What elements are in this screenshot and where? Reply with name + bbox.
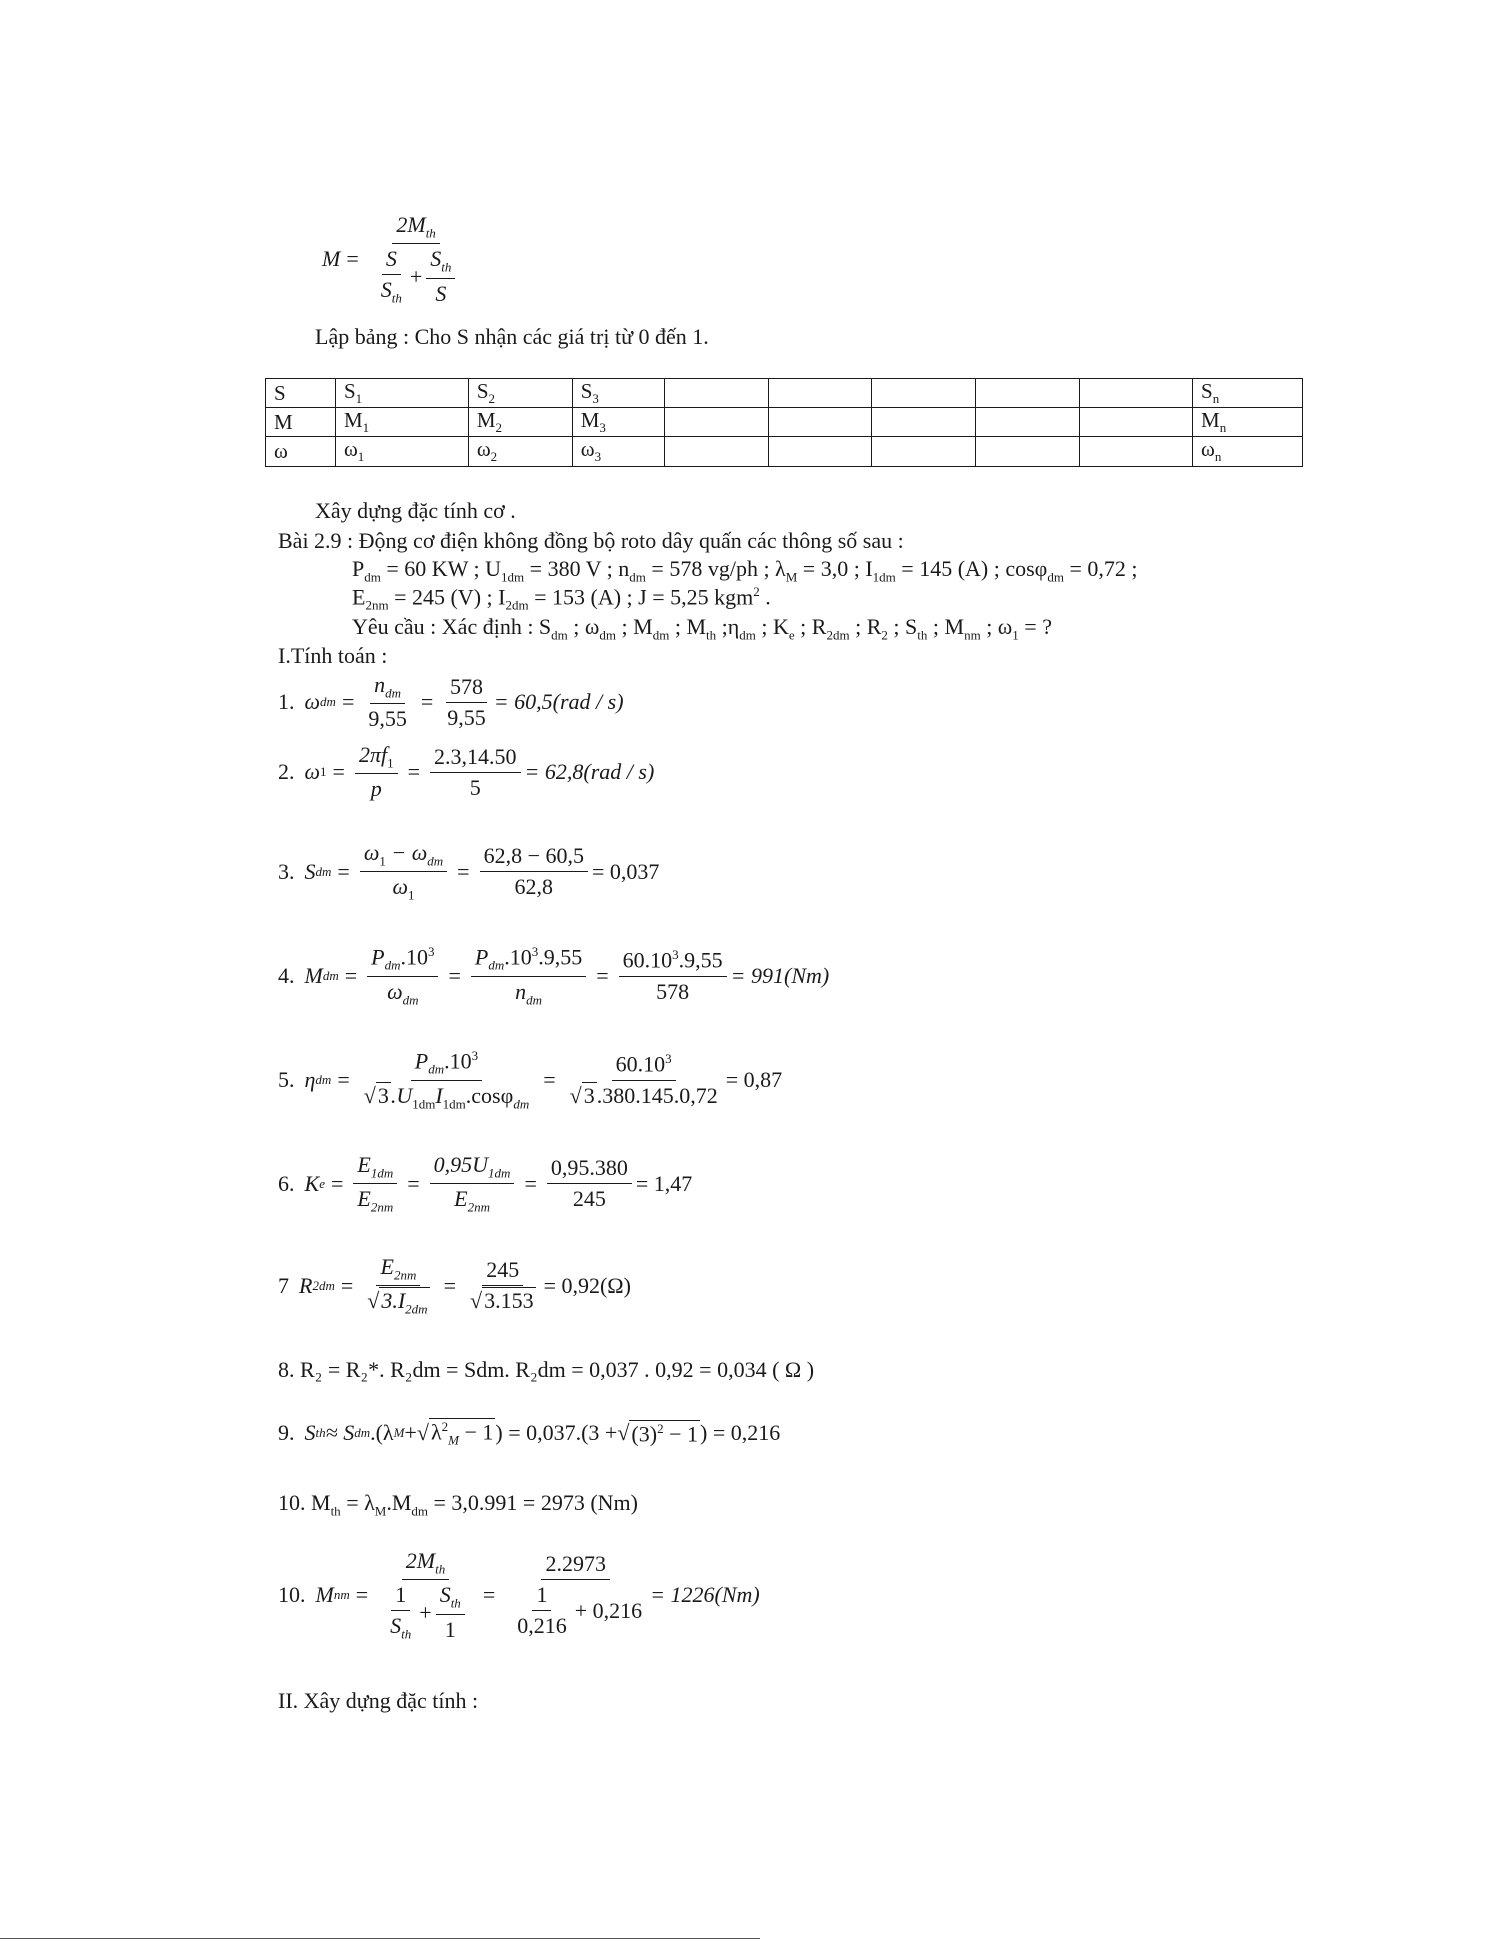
equation-7: 7 R 2dm = $\frac{E_{2nm}}{√3.I_{2dm}}$ = $\frac{245}{√3.153}$ = 0,92(Ω) [278, 1254, 631, 1317]
equation-2: 2. ω 1 = $\frac{2\pi f_1}{p}$ = $\frac{2.3,14.50}{5}$ = 62,8(rad / s) [278, 742, 655, 802]
formula-lhs: M [322, 246, 341, 272]
intro-text: Lập bảng : Cho S nhận các giá trị từ 0 đến 1. [315, 324, 709, 349]
formula-fraction: $2M_{th}$ $\frac{S}{S_{th}}$ + $\frac{S_{th}}{S}$ [369, 212, 464, 307]
equation-5: 5. η dm = $\frac{P_{dm}.10^3}{√3.U_{1dm}I_{1dm}.\cos\varphi_{dm}}$ = $\frac{60.10^3}{√3.380.145.0,72}$ = 0,87 [278, 1048, 783, 1112]
section-build-characteristic: II. Xây dựng đặc tính : [278, 1688, 479, 1713]
table-row: ω $\omega_1$ $\omega_2$ $\omega_3$ $\omega_n$ [266, 437, 1303, 466]
equation-1: 1. ω dm = $\frac{n_{dm}}{9,55}$ = $\frac{578}{9,55}$ = 60,5(rad / s) [278, 672, 624, 732]
table-row: M $M_1$ $M_2$ $M_3$ $M_n$ [266, 408, 1303, 437]
values-table [265, 378, 1303, 467]
section-calculation: I.Tính toán : [278, 643, 388, 668]
equation-4: 4. M dm = $\frac{P_{dm}.10^3}{\omega_{dm}}$ = $\frac{P_{dm}.10^3.9,55}{n_{dm}}$ = $\frac{60.10^3.9,55}{578}$ = 991(Nm) [278, 944, 830, 1008]
problem-params-line1: $P_{dm} = 60$ KW ; $U_{1dm} = 380$ V ; $n_{dm} = 578$ vg/ph ; $\lambda_M = 3,0$ ; $I_{1dm} = 145$ (A) ; cosφ$_{dm}$ = 0,72 ; [352, 556, 1138, 585]
problem-title: Bài 2.9 : Động cơ điện không đồng bộ roto dây quấn các thông số sau : [278, 528, 904, 553]
equation-9: 9. S th ≈ S dm .(λ M + √ $\lambda^2_M - 1$ ) = 0,037.(3 + √ $(3)^2 - 1$ ) = 0,216 [278, 1419, 781, 1448]
build-characteristic-text: Xây dựng đặc tính cơ . [315, 498, 516, 523]
page-divider [0, 1938, 760, 1939]
table-row: S $S_1$ $S_2$ $S_3$ $S_n$ [266, 379, 1303, 408]
equation-11: 10. M nm = $2M_{th}$ $\frac{1}{S_{th}}$ + $\frac{S_{th}}{1}$ = 2.2973 $\frac{1}{0,216}$ + 0,216 = 1226(Nm) [278, 1548, 760, 1642]
equation-8: 8. R₂ = R₂*. R₂dm = Sdm. R₂dm = 0,037 . 0,92 = 0,034 ( Ω ) [278, 1357, 815, 1382]
top-formula: M = $2M_{th}$ $\frac{S}{S_{th}}$ + $\frac{S_{th}}{S}$ [322, 212, 467, 307]
equation-10: 10. $M_{th} = \lambda_M.M_{dm} = 3,0.991 = 2973$ (Nm) [278, 1490, 638, 1519]
equation-3: 3. S dm = $\frac{\omega_1 - \omega_{dm}}{\omega_1}$ = $\frac{62,8 - 60,5}{62,8}$ = 0,037 [278, 840, 660, 903]
equation-6: 6. K e = $\frac{E_{1dm}}{E_{2nm}}$ = $\frac{0,95U_{1dm}}{E_{2nm}}$ = $\frac{0,95.380}{245}$ = 1,47 [278, 1152, 693, 1215]
problem-params-line2: $E_{2nm} = 245$ (V) ; $I_{2dm} = 153$ (A) ; J = 5,25 kgm$^2$ . [352, 584, 771, 613]
problem-requirements: Yêu cầu : Xác định : $S_{dm}$ ; $\omega_{dm}$ ; $M_{dm}$ ; $M_{th}$ $;\eta_{dm}$ ; $K_e$ ; $R_{2dm}$ ; $R_2$ ; $S_{th}$ ; $M_{nm}$ ; $\omega_1$ = ? [352, 614, 1052, 643]
